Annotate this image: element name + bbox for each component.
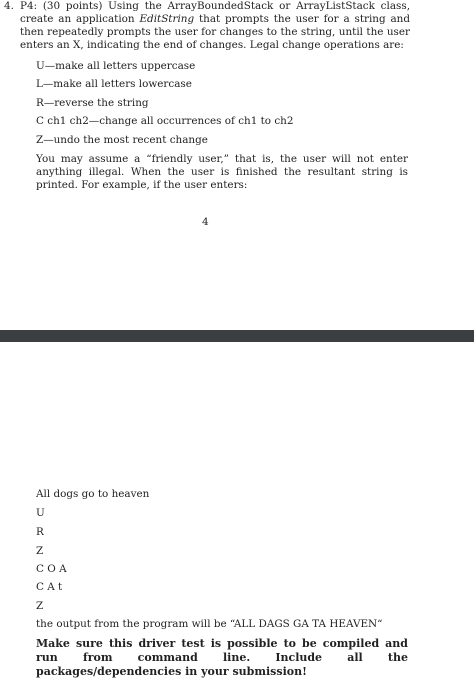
- example-input-line: Z: [36, 545, 44, 557]
- operation-uppercase: U—make all letters uppercase: [36, 60, 196, 72]
- problem-intro-rest: that prompts the user for a string and then repeatedly prompts the user for changes to the string, until the user enters an X, indicating the end of changes. Legal change operations are:: [20, 13, 410, 52]
- document-page-lower: [0, 342, 474, 683]
- example-input-line: C A t: [36, 581, 63, 593]
- operation-undo: Z—undo the most recent change: [36, 134, 208, 146]
- example-input-line: C O A: [36, 563, 67, 575]
- operation-lowercase: L—make all letters lowercase: [36, 78, 192, 90]
- submission-note: Make sure this driver test is possible to be compiled and run from command line. Include all the packages/dependencies in your submission!: [36, 637, 408, 678]
- example-input-line: All dogs go to heaven: [36, 488, 150, 500]
- operation-change: C ch1 ch2—change all occurrences of ch1 to ch2: [36, 115, 294, 127]
- operation-reverse: R—reverse the string: [36, 97, 149, 109]
- class-name: EditString: [139, 13, 195, 26]
- example-output-line: the output from the program will be “ALL DAGS GA TA HEAVEN“: [36, 618, 383, 630]
- example-input-line: U: [36, 507, 45, 519]
- problem-statement: [4, 0, 410, 52]
- assumption-paragraph: You may assume a “friendly user,” that is, the user will not enter anything illegal. When the user is finished the resultant string is printed. For example, if the user enters:: [36, 153, 408, 192]
- document-page-upper: [0, 0, 474, 330]
- page-separator: [0, 330, 474, 342]
- problem-intro: P4: (30 points) Using the ArrayBoundedStack or ArrayListStack class, create an application: [20, 0, 410, 26]
- problem-number: 4.: [4, 0, 14, 12]
- page-number: 4: [202, 216, 209, 228]
- example-input-line: R: [36, 526, 44, 538]
- example-input-line: Z: [36, 600, 44, 612]
